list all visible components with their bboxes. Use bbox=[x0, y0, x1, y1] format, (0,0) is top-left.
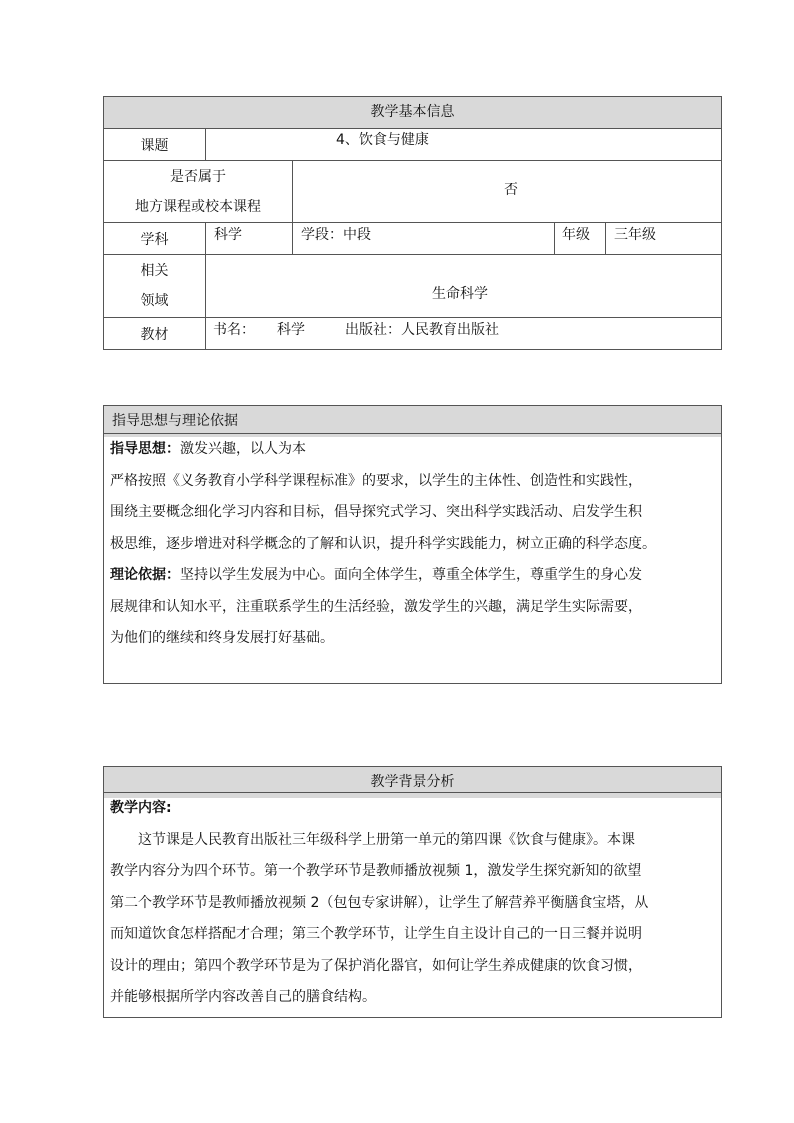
local-course-label-line2: 地方课程或校本课程 bbox=[135, 198, 261, 215]
publisher: 出版社：人民教育出版社 bbox=[345, 322, 499, 338]
guiding-line-1: 严格按照《义务教育小学科学课程标准》的要求，以学生的主体性、创造性和实践性， bbox=[110, 472, 642, 489]
book-name-value: 科学 bbox=[277, 322, 305, 338]
background-line-1: 这节课是人民教育出版社三年级科学上册第一单元的第四课《饮食与健康》。本课 bbox=[138, 831, 635, 848]
guiding-line-2: 围绕主要概念细化学习内容和目标，倡导探究式学习、突出科学实践活动、启发学生积 bbox=[110, 504, 642, 520]
basis-line-3: 为他们的继续和终身发展打好基础。 bbox=[110, 630, 334, 646]
subject-value: 科学 bbox=[205, 223, 292, 254]
guiding-body bbox=[104, 433, 721, 655]
basis-label: 理论依据： bbox=[110, 567, 180, 583]
grade-label: 年级 bbox=[554, 223, 605, 254]
textbook-label: 教材 bbox=[140, 326, 169, 343]
field-label-line2: 领域 bbox=[140, 293, 169, 309]
field-row bbox=[104, 254, 721, 317]
basic-info-title: 教学基本信息 bbox=[370, 104, 455, 120]
lesson-value: 4、饮食与健康 bbox=[205, 129, 721, 160]
background-line-4: 而知道饮食怎样搭配才合理；第三个教学环节，让学生自主设计自己的一日三餐并说明 bbox=[110, 926, 642, 942]
background-line-6: 并能够根据所学内容改善自己的膳食结构。 bbox=[110, 989, 376, 1005]
basis-line-1 bbox=[110, 560, 715, 592]
background-table bbox=[103, 766, 722, 1018]
background-line-2: 教学内容分为四个环节。第一个教学环节是教师播放视频 1，激发学生探究新知的欲望 bbox=[110, 863, 642, 879]
background-line-3: 第二个教学环节是教师播放视频 2（包包专家讲解），让学生了解营养平衡膳食宝塔，从 bbox=[110, 894, 649, 911]
stage-value: 学段：中段 bbox=[292, 223, 554, 254]
textbook-value bbox=[205, 318, 721, 349]
basic-info-header bbox=[104, 97, 721, 128]
textbook-row bbox=[104, 317, 721, 349]
content-label-text: 教学内容: bbox=[110, 800, 172, 816]
local-course-label bbox=[104, 161, 292, 222]
guiding-thought-line bbox=[110, 434, 715, 466]
background-body bbox=[104, 792, 721, 1014]
background-title: 教学背景分析 bbox=[370, 774, 455, 790]
subject-row bbox=[104, 222, 721, 254]
grade-value: 三年级 bbox=[605, 223, 721, 254]
background-line-5: 设计的理由；第四个教学环节是为了保护消化器官，如何让学生养成健康的饮食习惯， bbox=[110, 957, 642, 974]
basic-info-table bbox=[103, 96, 722, 350]
lesson-row bbox=[104, 128, 721, 160]
guiding-title: 指导思想与理论依据 bbox=[112, 413, 238, 429]
local-course-row bbox=[104, 160, 721, 222]
subject-label: 学科 bbox=[140, 231, 169, 248]
guiding-thought-label: 指导思想： bbox=[110, 441, 180, 457]
field-label-line1: 相关 bbox=[140, 263, 169, 279]
guiding-table bbox=[103, 405, 722, 684]
basis-line-2: 展规律和认知水平，注重联系学生的生活经验，激发学生的兴趣，满足学生实际需要， bbox=[110, 598, 642, 615]
local-course-label-line1: 是否属于 bbox=[170, 168, 226, 185]
field-value: 生命科学 bbox=[205, 255, 721, 317]
guiding-thought-value: 激发兴趣，以人为本 bbox=[180, 441, 306, 457]
basis-line-1-text: 坚持以学生发展为中心。面向全体学生，尊重全体学生，尊重学生的身心发 bbox=[180, 567, 642, 583]
guiding-line-3: 极思维，逐步增进对科学概念的了解和认识，提升科学实践能力，树立正确的科学态度。 bbox=[110, 535, 656, 552]
content-label bbox=[110, 793, 715, 825]
field-label bbox=[104, 255, 205, 317]
book-name-label: 书名： bbox=[213, 322, 255, 338]
local-course-value: 否 bbox=[292, 161, 721, 222]
lesson-label: 课题 bbox=[140, 137, 169, 154]
